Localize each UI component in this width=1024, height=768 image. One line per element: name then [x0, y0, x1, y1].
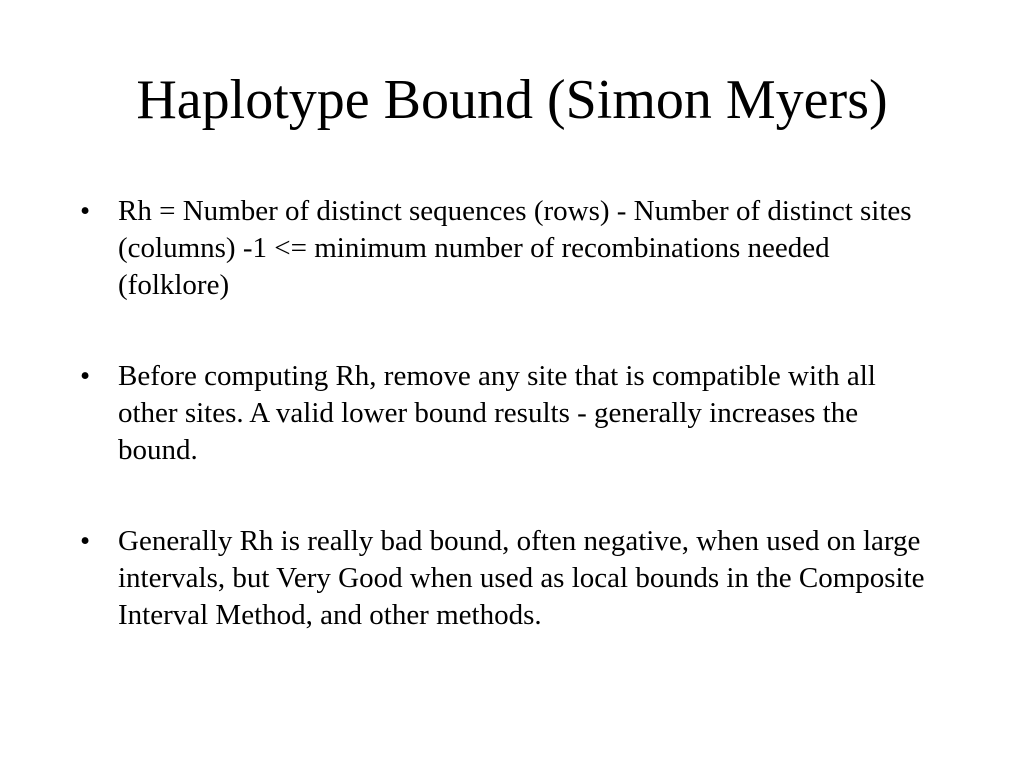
slide-title: Haplotype Bound (Simon Myers) [136, 69, 888, 131]
bullet-text: Generally Rh is really bad bound, often negative, when used on large intervals, but Very Good when used as local bounds in the Composite Interval Method, and other methods. [118, 525, 925, 631]
bullet-dot-icon: • [80, 525, 91, 557]
bullet-list [80, 193, 940, 688]
bullet-text: Before computing Rh, remove any site that is compatible with all other sites. A valid lower bound results - generally increases the bound. [118, 360, 876, 466]
bullet-dot-icon: • [80, 195, 91, 227]
bullet-item [80, 523, 940, 634]
bullet-text: Rh = Number of distinct sequences (rows) - Number of distinct sites (columns) -1 <= minimum number of recombinations needed (folklore) [118, 195, 912, 301]
bullet-item [80, 358, 940, 469]
bullet-item [80, 193, 940, 304]
bullet-dot-icon: • [80, 360, 91, 392]
